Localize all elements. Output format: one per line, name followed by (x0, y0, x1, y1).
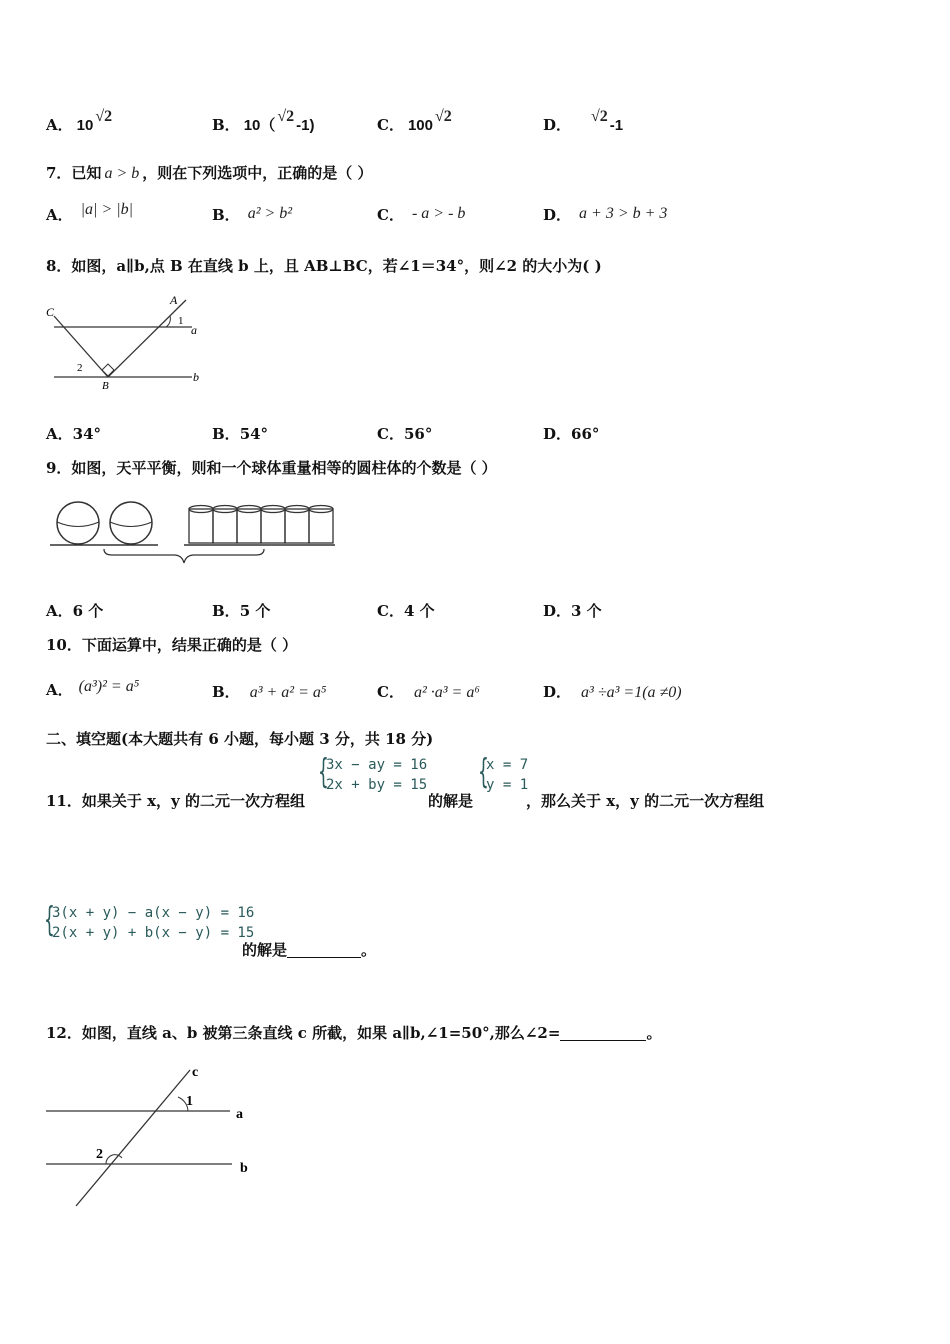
system1-eq1: 3x − ay = 16 (326, 757, 428, 773)
option-letter: D． (543, 602, 572, 620)
q8-stem: 8．如图，a∥b,点 B 在直线 b 上，且 AB⊥BC，若∠1＝34°，则∠2 的大小为( ) (46, 257, 602, 275)
solution-brace: { (478, 752, 489, 792)
label-1: 1 (178, 315, 184, 327)
q11-suffix: ，那么关于 x，y 的二元一次方程组 (526, 792, 765, 810)
option-math: (a³)² = a⁵ (78, 678, 140, 695)
option-text: 66° (571, 425, 600, 443)
option-letter: A． (46, 116, 73, 134)
q10-option-b (212, 685, 326, 701)
cylinder-row (189, 506, 333, 544)
label-2: 2 (77, 362, 83, 374)
option-letter: D． (543, 425, 572, 443)
q10-option-a (46, 678, 140, 699)
q9-balance-figure (46, 495, 338, 570)
q12-figure (40, 1060, 270, 1210)
q9-option-b (212, 604, 270, 619)
label-b: b (240, 1161, 248, 1176)
option-letter: C． (377, 602, 404, 620)
solution-y: y = 1 (486, 777, 529, 793)
option-math: - a > - b (411, 205, 466, 222)
option-letter: A． (46, 681, 73, 699)
label-b-line: b (193, 370, 199, 384)
option-math: a³ + a² = a⁵ (249, 684, 327, 701)
line-c (76, 1070, 190, 1206)
option-text: 3 个 (571, 602, 602, 620)
q12-stem: 12．如图，直线 a、b 被第三条直线 c 所截，如果 a∥b,∠1=50°,那么∠2= (46, 1024, 561, 1042)
q11-answer-blank[interactable] (287, 943, 361, 958)
option-text: 56° (403, 425, 433, 443)
q12-answer-blank[interactable] (560, 1026, 646, 1041)
cylinder (309, 509, 333, 543)
option-letter: C． (377, 683, 404, 701)
system1-eq2: 2x + by = 15 (326, 777, 428, 793)
angle-2-arc (106, 1155, 122, 1164)
q6-option-c (377, 108, 452, 134)
q9-option-d (543, 604, 602, 619)
cylinder (237, 509, 261, 543)
system2-eq1: 3(x + y) − a(x − y) = 16 (52, 905, 255, 921)
option-root: √2 (95, 108, 113, 125)
option-letter: A． (46, 602, 73, 620)
option-letter: B． (212, 683, 240, 701)
q6-option-a (46, 108, 113, 134)
option-letter: B． (212, 206, 240, 224)
q11-end-mark: 。 (361, 941, 377, 959)
label-b-point: B (102, 380, 109, 392)
q7-stem-math: a > b (104, 165, 140, 182)
label-a-point: A (170, 293, 178, 307)
q6-option-d (543, 108, 624, 134)
option-text: 4 个 (403, 602, 435, 620)
option-tail: -1 (609, 117, 624, 134)
sphere (110, 502, 152, 544)
q9-option-a (46, 604, 103, 619)
option-text: 54° (239, 425, 269, 443)
q7-stem-prefix: 7．已知 (46, 164, 102, 182)
option-math: a³ ÷a³ =1(a ≠0) (581, 684, 682, 701)
option-root: √2 (591, 108, 608, 125)
q10-stem: 10．下面运算中，结果正确的是（ ） (46, 636, 298, 654)
option-math: a² > b² (247, 205, 293, 222)
option-tail: -1) (296, 117, 315, 134)
q7-option-a (46, 201, 134, 224)
label-a-line: a (191, 323, 197, 337)
q8-option-a (46, 427, 101, 442)
q7-stem (46, 166, 372, 182)
segment-ba (108, 300, 186, 377)
cylinder (213, 509, 237, 543)
option-text: 5 个 (239, 602, 271, 620)
q11-middle: 的解是 (428, 792, 474, 810)
option-letter: C． (377, 425, 404, 443)
option-math: |a| > |b| (80, 201, 134, 218)
section-heading: 二、填空题(本大题共有 6 小题，每小题 3 分，共 18 分) (46, 730, 434, 748)
sphere (57, 502, 99, 544)
label-c: c (192, 1065, 199, 1080)
option-letter: C． (377, 116, 404, 134)
q8-option-d (543, 427, 599, 442)
option-text: 6 个 (72, 602, 104, 620)
q9-option-c (377, 604, 435, 619)
q7-option-b (212, 205, 293, 224)
q11-ending (242, 943, 376, 958)
q10-option-d (543, 685, 682, 701)
option-text: 10 (76, 117, 94, 134)
beam-brace (104, 549, 264, 563)
cylinder (285, 509, 309, 543)
q7-option-c (377, 205, 466, 224)
option-letter: D． (543, 683, 572, 701)
option-text: 100 (407, 117, 433, 134)
label-1: 1 (186, 1094, 193, 1109)
solution-x: x = 7 (486, 757, 529, 773)
option-root: √2 (434, 108, 452, 125)
q12-stem-line (46, 1026, 661, 1041)
q10-option-c (377, 685, 480, 701)
cylinder (261, 509, 285, 543)
right-angle-mark (102, 364, 114, 376)
system1-brace: { (318, 752, 329, 792)
option-letter: A． (46, 206, 73, 224)
option-root: √2 (277, 108, 295, 125)
option-math: a² ·a³ = a⁶ (413, 684, 480, 701)
label-2: 2 (96, 1147, 103, 1162)
q11-ending-text: 的解是 (242, 941, 288, 959)
q12-end-mark: 。 (646, 1024, 662, 1042)
option-letter: B． (212, 602, 240, 620)
option-text: 10（ (243, 117, 276, 134)
option-letter: B． (212, 116, 240, 134)
q11-prefix: 11．如果关于 x，y 的二元一次方程组 (46, 792, 305, 810)
option-letter: B． (212, 425, 240, 443)
q8-figure (40, 290, 210, 395)
option-letter: C． (377, 206, 404, 224)
option-letter: D． (543, 116, 572, 134)
cylinder (189, 509, 213, 543)
q7-option-d (543, 205, 668, 224)
q8-option-c (377, 427, 432, 442)
q9-stem: 9．如图，天平平衡，则和一个球体重量相等的圆柱体的个数是（ ） (46, 459, 497, 477)
q6-option-b (212, 108, 315, 134)
option-letter: D． (543, 206, 572, 224)
system2-eq2: 2(x + y) + b(x − y) = 15 (52, 925, 255, 941)
option-math: a + 3 > b + 3 (579, 205, 668, 222)
option-text: 34° (72, 425, 102, 443)
label-a: a (236, 1107, 243, 1122)
system2-brace: { (44, 900, 55, 940)
label-c: C (46, 305, 55, 319)
q8-option-b (212, 427, 268, 442)
q7-stem-suffix: ，则在下列选项中，正确的是（ ） (142, 164, 373, 182)
option-letter: A． (46, 425, 73, 443)
